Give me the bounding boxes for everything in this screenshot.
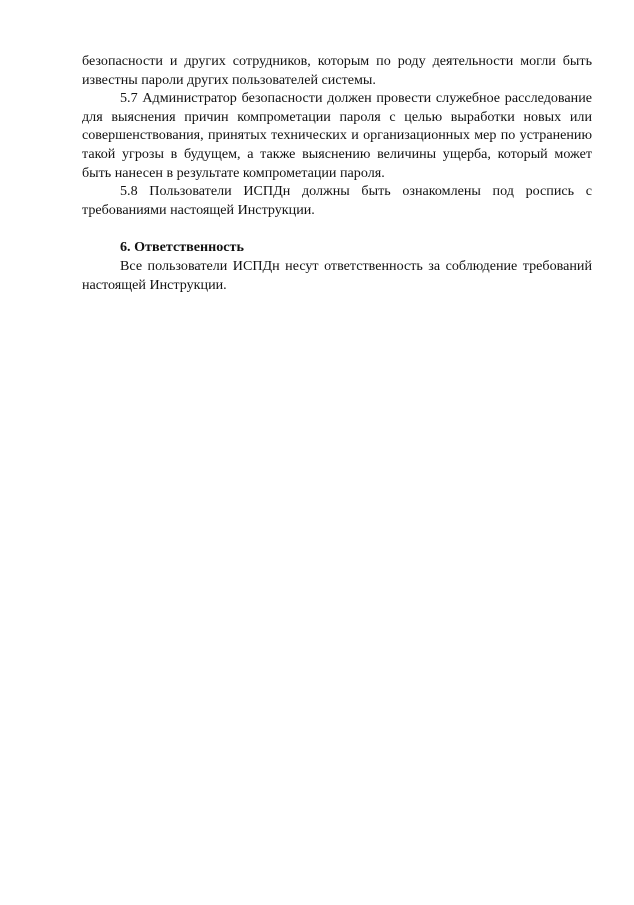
document-page [82, 52, 592, 294]
section-spacer [82, 219, 592, 238]
paragraph-5-7: 5.7 Администратор безопасности должен провести служебное расследование для выяснения причин компрометации пароля с целью выработки новых или совершенствования, принятых технических и организационных мер по устранению такой угрозы в будущем, а также выяснению величины ущерба, который может быть нанесен в результате компрометации пароля. [82, 90, 592, 181]
section-6-text: Все пользователи ИСПДн несут ответственность за соблюдение требований настоящей Инструкции. [82, 257, 592, 293]
paragraph-5-8: 5.8 Пользователи ИСПДн должны быть ознакомлены под роспись с требованиями настоящей Инструкции. [82, 183, 592, 218]
section-6-heading: 6. Ответственность [120, 239, 244, 256]
paragraph-continuation: безопасности и других сотрудников, которым по роду деятельности могли быть известны пароли других пользователей системы. [82, 53, 592, 88]
